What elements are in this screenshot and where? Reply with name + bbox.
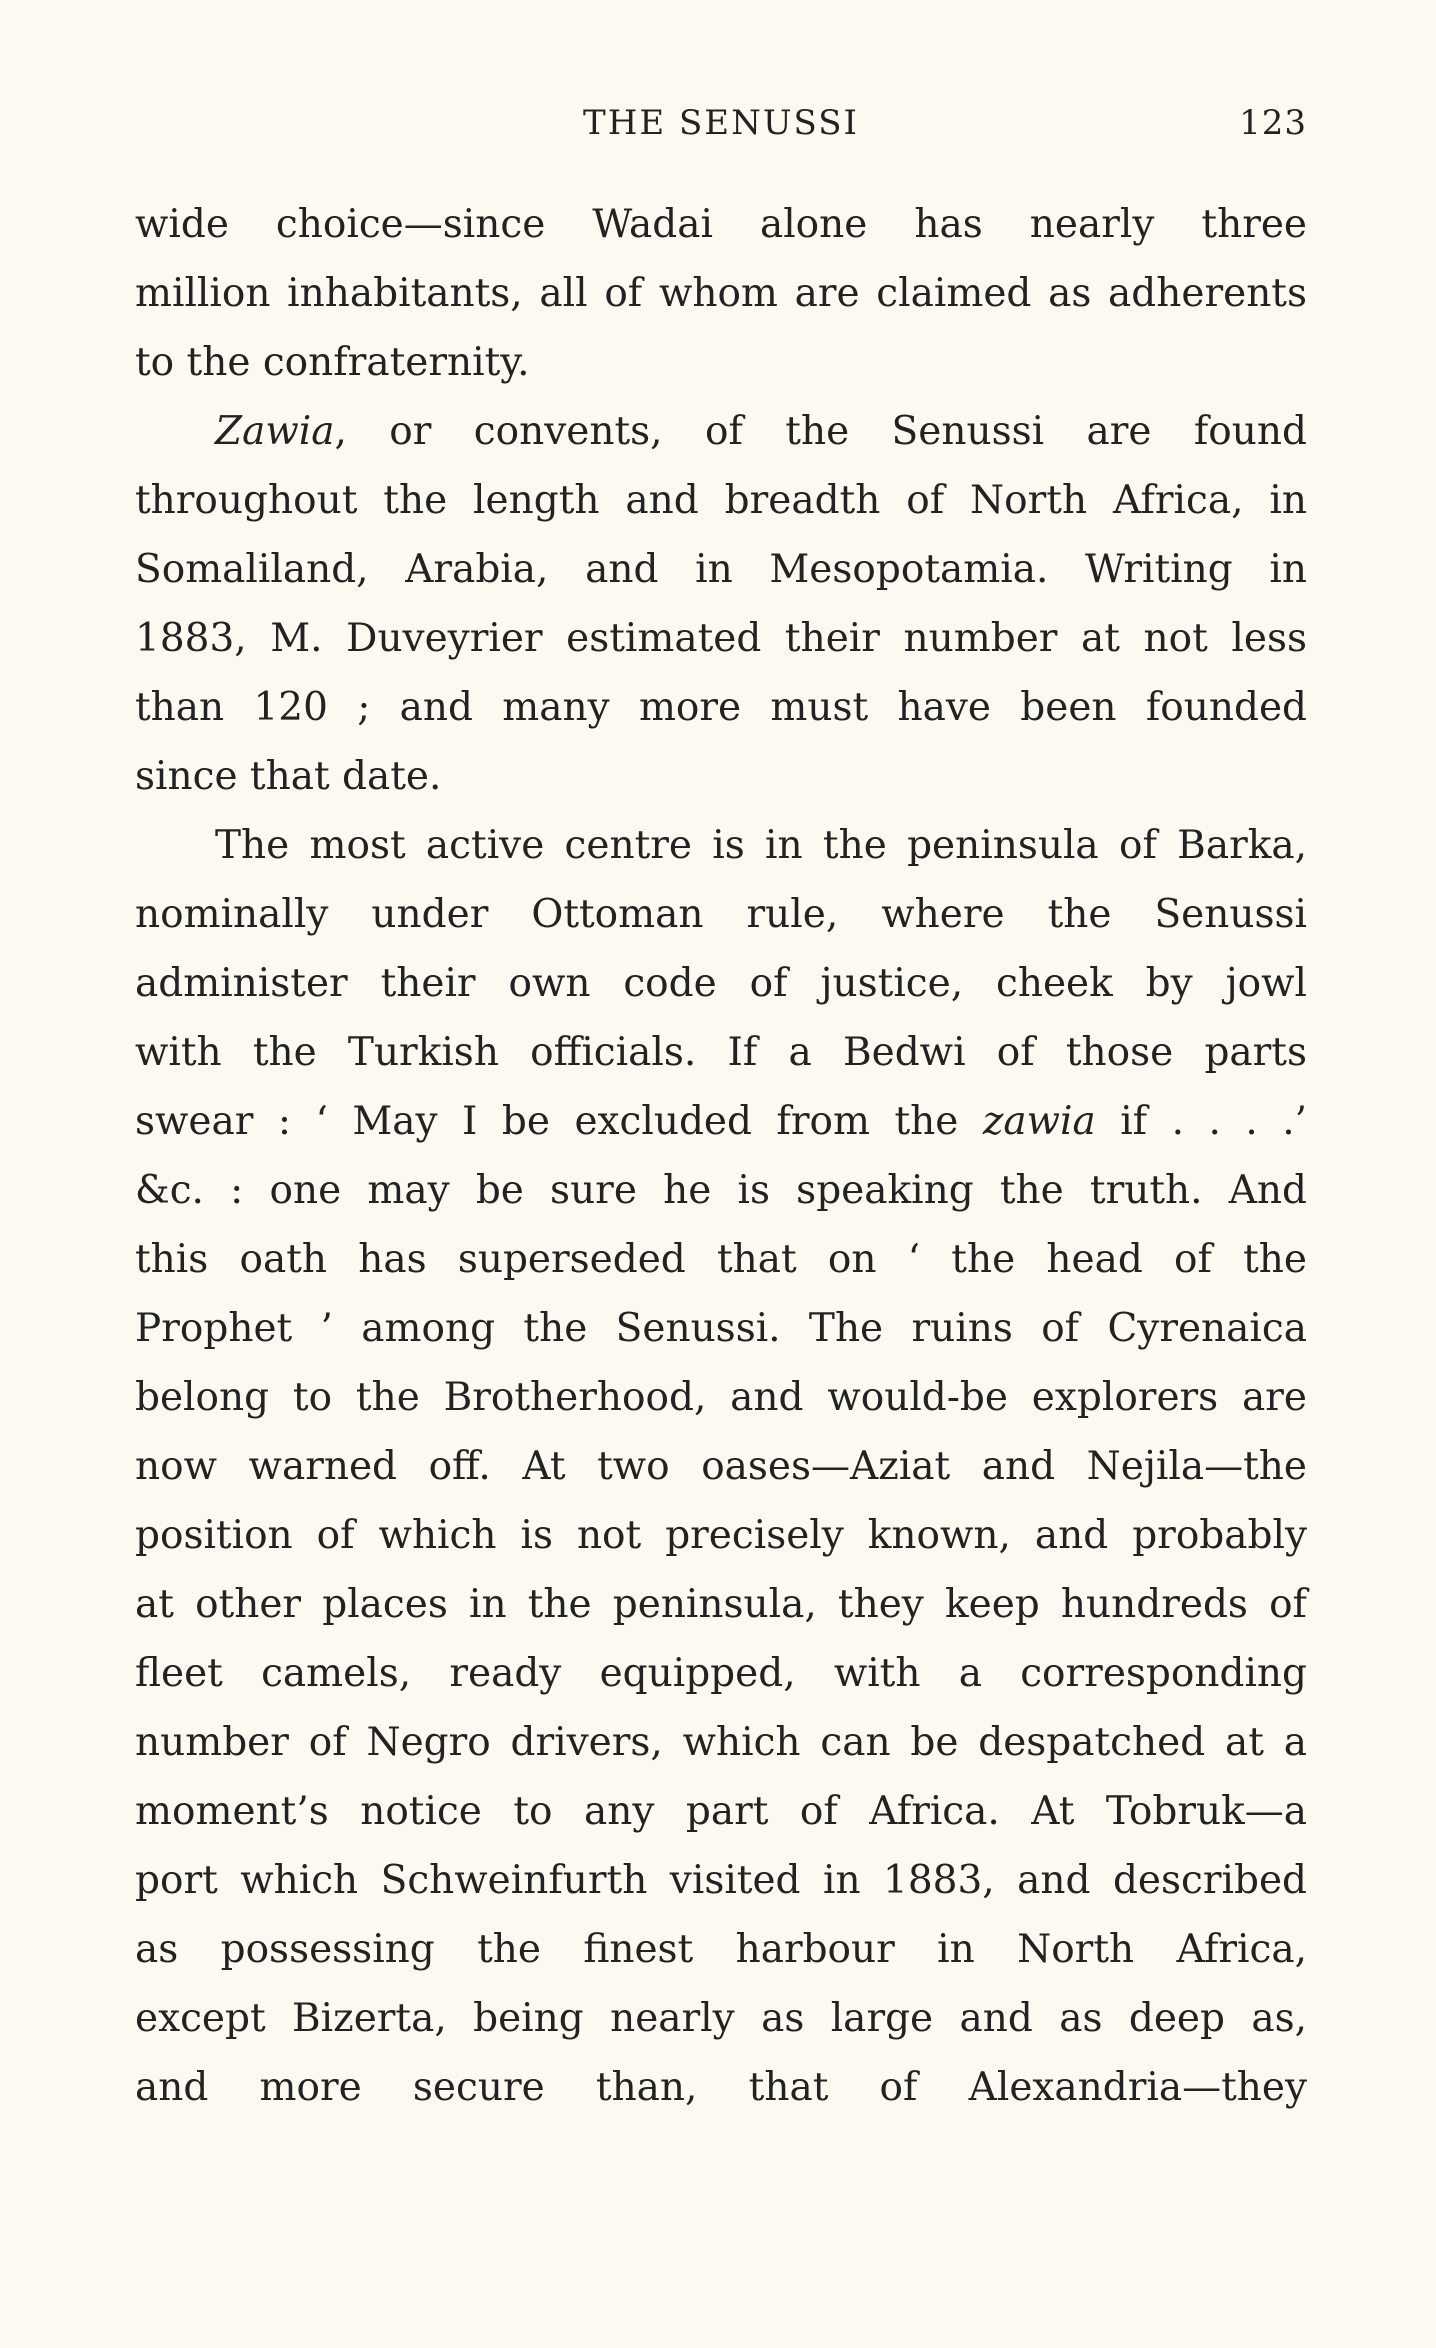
text-line: with the Turkish officials. If a Bedwi of those parts [135,1030,1307,1075]
text-line: &c. : one may be sure he is speaking the truth. And [135,1168,1307,1213]
text-line: belong to the Brotherhood, and would-be explorers are [135,1375,1307,1420]
text-line: Zawia, or convents, of the Senussi are found [215,409,1307,454]
text-line: position of which is not precisely known, and probably [135,1513,1307,1558]
text-line: 1883, M. Duveyrier estimated their number at not less [135,616,1307,661]
text-line: as possessing the finest harbour in North Africa, [135,1927,1307,1972]
text-line: wide choice—since Wadai alone has nearly three [135,202,1307,247]
text-line: administer their own code of justice, cheek by jowl [135,961,1307,1006]
running-title: THE SENUSSI [583,103,859,143]
text-line: except Bizerta, being nearly as large and as deep as, [135,1996,1307,2041]
text-line: moment’s notice to any part of Africa. At Tobruk—a [135,1789,1307,1834]
text-line: to the confraternity. [135,340,530,385]
text-line: port which Schweinfurth visited in 1883, and described [135,1858,1307,1903]
text-line: nominally under Ottoman rule, where the Senussi [135,892,1307,937]
text-line: throughout the length and breadth of North Africa, in [135,478,1307,523]
text-line: The most active centre is in the peninsula of Barka, [215,823,1307,868]
text-line: now warned off. At two oases—Aziat and Nejila—the [135,1444,1307,1489]
text-line: Somaliland, Arabia, and in Mesopotamia. Writing in [135,547,1307,592]
text-line: swear : ‘ May I be excluded from the zawia if . . . .’ [135,1099,1307,1144]
text-line: fleet camels, ready equipped, with a corresponding [135,1651,1307,1696]
text-line: number of Negro drivers, which can be despatched at a [135,1720,1307,1765]
text-line: and more secure than, that of Alexandria—they [135,2065,1307,2110]
page-number: 123 [1239,103,1307,143]
text-line: million inhabitants, all of whom are claimed as adherents [135,271,1307,316]
text-line: this oath has superseded that on ‘ the head of the [135,1237,1307,1282]
text-line: since that date. [135,754,442,799]
body-text [135,190,1307,2122]
text-line: than 120 ; and many more must have been founded [135,685,1307,730]
running-head [135,98,1307,148]
text-line: Prophet ’ among the Senussi. The ruins of Cyrenaica [135,1306,1307,1351]
text-line: at other places in the peninsula, they keep hundreds of [135,1582,1307,1627]
